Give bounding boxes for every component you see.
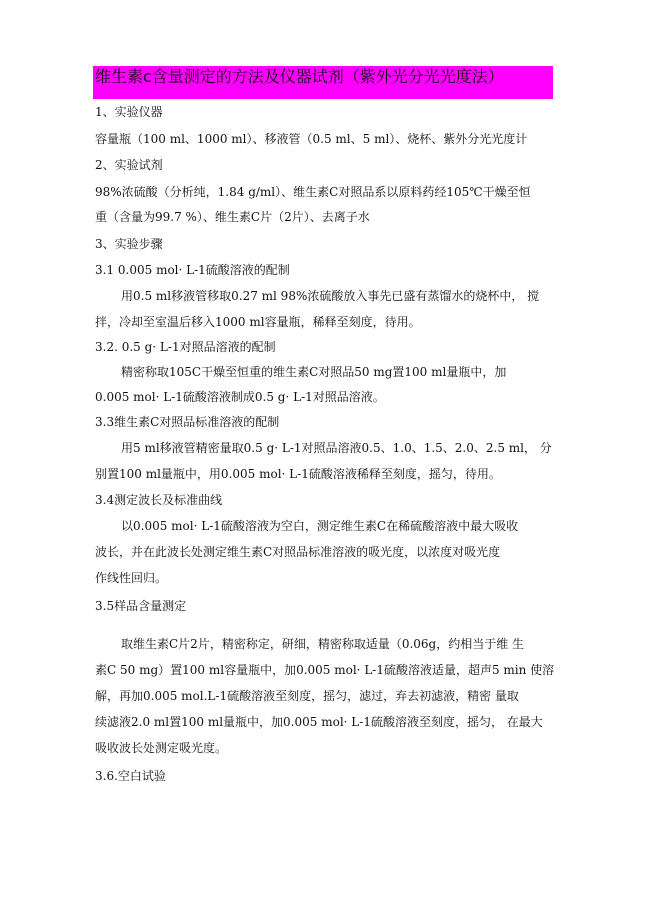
- step-3-4-text-line-3: 作线性回归。: [95, 571, 168, 585]
- step-3-2-text-line-1: 精密称取105C干燥至恒重的维生素C对照品50 mg置100 ml量瓶中，加: [121, 365, 507, 379]
- step-3-5-text-line-1: 取维生素C片2片，精密称定，研细，精密称取适量（0.06g，约相当于维 生: [121, 637, 525, 651]
- step-3-5-text-line-2: 素C 50 mg）置100 ml容量瓶中，加0.005 mol· L-1硫酸溶液适量，超声5 min 使溶: [95, 663, 555, 677]
- step-3-1-text-line-2: 拌，冷却至室温后移入1000 ml容量瓶，稀释至刻度，待用。: [95, 315, 421, 329]
- step-3-3-text-line-1: 用5 ml移液管精密量取0.5 g· L-1对照品溶液0.5、1.0、1.5、2.0、2.5 ml， 分: [121, 441, 552, 455]
- step-3-6-heading: 3.6.空白试验: [95, 769, 166, 783]
- section-heading-instruments: 1、实验仪器: [95, 105, 163, 119]
- step-3-1-heading: 3.1 0.005 mol· L-1硫酸溶液的配制: [95, 263, 290, 277]
- step-3-5-heading: 3.5样品含量测定: [95, 599, 187, 613]
- step-3-5-text-line-5: 吸收波长处测定吸光度。: [95, 741, 228, 755]
- step-3-5-text-line-3: 解，再加0.005 mol.L-1硫酸溶液至刻度，摇匀，滤过，弃去初滤液，精密 量取: [95, 689, 519, 703]
- instruments-list: 容量瓶（100 ml、1000 ml）、移液管（0.5 ml、5 ml）、烧杯、紫外分光光度计: [95, 132, 528, 146]
- step-3-5-text-line-4: 续滤液2.0 ml置100 ml量瓶中，加0.005 mol· L-1硫酸溶液至刻度，摇匀， 在最大: [95, 715, 543, 729]
- document-title: 维生素c含量测定的方法及仪器试剂（紫外光分光光度法）: [95, 67, 504, 86]
- reagents-text-line-2: 重（含量为99.7 %）、维生素C片（2片）、去离子水: [95, 210, 370, 224]
- step-3-1-text-line-1: 用0.5 ml移液管移取0.27 ml 98%浓硫酸放入事先已盛有蒸馏水的烧杯中， 搅: [121, 289, 540, 303]
- step-3-4-heading: 3.4测定波长及标准曲线: [95, 493, 223, 507]
- section-heading-steps: 3、实验步骤: [95, 237, 163, 251]
- section-heading-reagents: 2、实验试剂: [95, 158, 163, 172]
- step-3-4-text-line-2: 波长，并在此波长处测定维生素C对照品标准溶液的吸光度，以浓度对吸光度: [95, 545, 501, 559]
- step-3-2-heading: 3.2. 0.5 g· L-1对照品溶液的配制: [95, 340, 276, 354]
- reagents-text-line-1: 98%浓硫酸（分析纯，1.84 g/ml）、维生素C对照品系以原料药经105℃干燥至恒: [95, 185, 531, 199]
- title-highlight: [93, 66, 553, 99]
- step-3-3-heading: 3.3维生素C对照品标准溶液的配制: [95, 415, 280, 429]
- step-3-2-text-line-2: 0.005 mol· L-1硫酸溶液制成0.5 g· L-1对照品溶液。: [95, 390, 385, 404]
- step-3-3-text-line-2: 别置100 ml量瓶中，用0.005 mol· L-1硫酸溶液稀释至刻度，摇匀，待用。: [95, 467, 501, 481]
- step-3-4-text-line-1: 以0.005 mol· L-1硫酸溶液为空白，测定维生素C在稀硫酸溶液中最大吸收: [121, 519, 519, 533]
